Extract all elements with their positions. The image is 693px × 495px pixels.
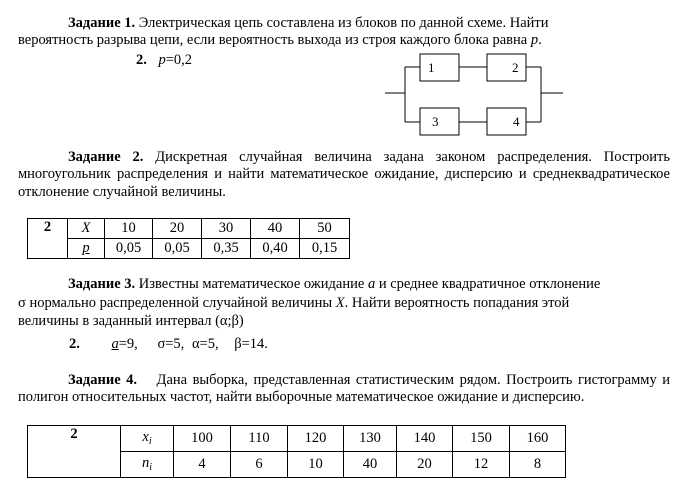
sample-table — [27, 425, 566, 478]
task3-param-a: =9, — [118, 336, 138, 352]
table-row — [28, 426, 566, 452]
circuit-block-3-label: 3 — [432, 114, 439, 129]
distribution-x-value: 50 — [300, 219, 350, 239]
circuit-block-4 — [487, 108, 526, 135]
sample-n-value: 8 — [510, 452, 566, 478]
sample-variant: 2 — [28, 426, 121, 478]
circuit-block-3 — [420, 108, 459, 135]
distribution-table — [27, 218, 350, 259]
table-row — [28, 239, 350, 259]
task3-line1: Известны математическое ожидание — [138, 276, 368, 292]
sample-n-label-sub: i — [149, 462, 153, 473]
distribution-p-value: 0,15 — [300, 239, 350, 259]
sample-n-value: 20 — [397, 452, 453, 478]
sample-x-value: 110 — [231, 426, 288, 452]
distribution-p-value: 0,35 — [202, 239, 251, 259]
task1-variant-value: =0,2 — [165, 52, 193, 68]
task2-text: Дискретная случайная величина задана законом распределения. Построить многоугольник распределения и найти математическое ожидание, дисперсию и среднеквадратическое отклонение случайной величины. — [18, 149, 670, 200]
sample-x-value: 100 — [174, 426, 231, 452]
task3-variant-number: 2. — [69, 336, 80, 352]
task4-paragraph — [18, 372, 670, 407]
sample-x-value: 150 — [453, 426, 510, 452]
circuit-block-4-label: 4 — [513, 114, 520, 129]
sample-x-value: 130 — [344, 426, 397, 452]
sample-n-value: 40 — [344, 452, 397, 478]
task1-variant-number: 2. — [136, 52, 147, 68]
task1-text-line1: Электрическая цепь составлена из блоков по данной схеме. Найти — [138, 15, 549, 31]
task4-text: Дана выборка, представленная статистическим рядом. Построить гистограмму и полигон относительных частот, найти выборочные математическое ожидание и дисперсию. — [18, 372, 670, 406]
task3-param-alpha: α=5, — [191, 336, 219, 352]
task1-text-line2-end: . — [538, 32, 542, 49]
sample-n-value: 12 — [453, 452, 510, 478]
sample-x-label — [121, 426, 174, 452]
circuit-block-2 — [487, 54, 526, 81]
task2-heading: Задание 2. — [68, 149, 144, 165]
distribution-x-value: 30 — [202, 219, 251, 239]
task3-param-beta: β=14. — [234, 336, 268, 352]
sample-n-value: 6 — [231, 452, 288, 478]
task3-line1-end: и среднее квадратичное отклонение — [375, 276, 601, 292]
task2-paragraph — [18, 149, 670, 201]
circuit-block-1 — [420, 54, 459, 81]
task1-variant-var: p — [158, 52, 166, 68]
distribution-p-label: p — [68, 239, 105, 259]
task1-heading: Задание 1. — [68, 15, 136, 31]
task3-var-x: X — [335, 294, 345, 311]
task4-heading: Задание 4. — [68, 372, 138, 388]
sample-x-value: 140 — [397, 426, 453, 452]
sample-n-label — [121, 452, 174, 478]
distribution-x-label: X — [68, 219, 105, 239]
task3-line3: величины в заданный интервал (α;β) — [18, 313, 244, 330]
circuit-block-1-label: 1 — [428, 60, 435, 75]
circuit-block-2-label: 2 — [512, 60, 519, 75]
sample-x-value: 160 — [510, 426, 566, 452]
distribution-x-value: 20 — [153, 219, 202, 239]
circuit-diagram — [385, 50, 565, 142]
task3-paragraph — [18, 275, 670, 331]
distribution-variant: 2 — [28, 219, 68, 259]
task3-heading: Задание 3. — [68, 276, 136, 292]
task3-line2: σ нормально распределенной случайной величины — [18, 294, 336, 311]
distribution-x-value: 10 — [105, 219, 153, 239]
sample-n-label-letter: n — [141, 455, 150, 471]
task3-var-a: a — [367, 276, 376, 292]
sample-x-value: 120 — [288, 426, 344, 452]
task1-var-p: p — [530, 32, 539, 49]
task1-text-line2: вероятность разрыва цепи, если вероятность выхода из строя каждого блока равна — [18, 32, 531, 49]
sample-x-label-letter: x — [142, 429, 149, 445]
table-row — [28, 219, 350, 239]
distribution-p-value: 0,05 — [153, 239, 202, 259]
task1-paragraph — [18, 15, 670, 50]
distribution-p-value: 0,05 — [105, 239, 153, 259]
sample-x-label-sub: i — [148, 436, 152, 447]
task3-param-sigma: σ=5, — [157, 336, 185, 352]
task3-line2-end: . Найти вероятность попадания этой — [344, 294, 570, 311]
distribution-p-value: 0,40 — [251, 239, 300, 259]
task3-param-a-var: a — [111, 336, 119, 352]
sample-n-value: 10 — [288, 452, 344, 478]
task3-variant — [69, 336, 268, 353]
sample-n-value: 4 — [174, 452, 231, 478]
distribution-x-value: 40 — [251, 219, 300, 239]
task1-variant — [136, 52, 192, 69]
